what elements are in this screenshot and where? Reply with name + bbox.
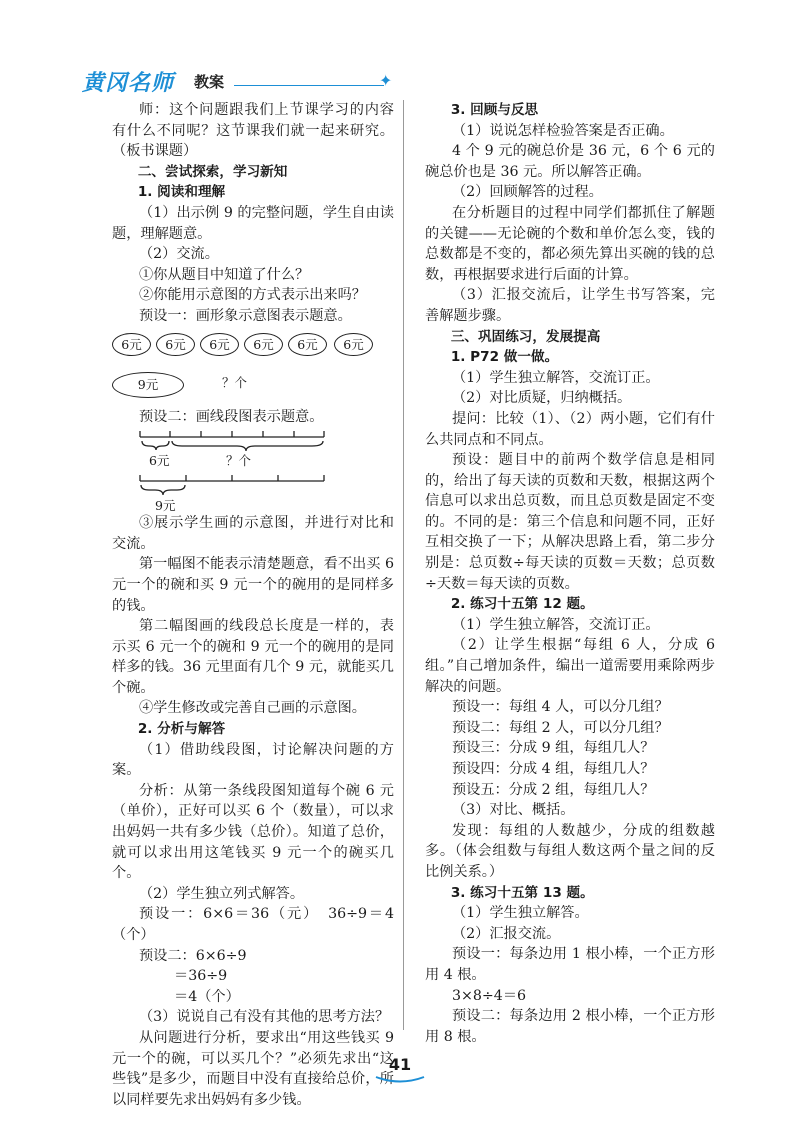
text-paragraph: （1）借助线段图，讨论解决问题的方案。 <box>112 741 394 779</box>
label-9yuan: 9元 <box>155 498 176 514</box>
left-column <box>112 100 394 1110</box>
header-tag: 教案 <box>194 73 225 91</box>
equation-line: 预设二：6×6÷9 <box>138 947 247 964</box>
brand-logo: 黄冈名师 <box>82 71 175 96</box>
text-paragraph: 师：这个问题跟我们上节课学习的内容有什么不同呢？这节课我们就一起来研究。（板书课题） <box>112 102 394 160</box>
subsection-heading: 2. 练习十五第 12 题。 <box>450 596 594 613</box>
text-paragraph: 从问题进行分析，要求出“用这些钱买 9 元一个的碗，可以买几个？”必须先求出“这些钱”是多少，而题目中没有直接给总价，所以同样要先求出妈妈有多少钱。 <box>112 1029 394 1108</box>
bowl-6yuan: 6元 <box>200 333 239 356</box>
page-number-swoosh <box>374 1074 426 1084</box>
text-paragraph: 提问：比较（1）、（2）两小题，它们有什么共同点和不同点。 <box>425 410 715 448</box>
bowl-6yuan: 6元 <box>288 333 327 356</box>
text-paragraph: （1）说说怎样检验答案是否正确。 <box>451 122 674 139</box>
text-paragraph: 预设一：每条边用 1 根小棒，一个正方形用 4 根。 <box>425 946 715 983</box>
bowl-6yuan: 6元 <box>334 333 373 356</box>
subsection-heading: 1. P72 做一做。 <box>450 349 559 366</box>
text-paragraph: 第一幅图不能表示清楚题意，看不出买 6 元一个的碗和买 9 元一个的碗用的是同样多的钱。 <box>112 556 394 614</box>
subsection-heading: 3. 回顾与反思 <box>450 102 539 118</box>
equation-line: ＝4（个） <box>174 988 240 1005</box>
text-paragraph: （2）汇报交流。 <box>451 925 561 942</box>
text-paragraph: ①你从题目中知道了什么？ <box>138 266 310 283</box>
text-paragraph: （1）学生独立解答。 <box>451 905 589 922</box>
text-paragraph: （2）学生独立列式解答。 <box>138 885 305 902</box>
text-paragraph: （3）对比、概括。 <box>451 802 575 819</box>
line-segment-diagram <box>112 427 394 513</box>
text-paragraph: ③展示学生画的示意图，并进行对比和交流。 <box>112 515 394 552</box>
bowl-6yuan: 6元 <box>244 333 283 356</box>
bowl-6yuan: 6元 <box>112 333 151 356</box>
sparkle-icon: ✦ <box>379 71 393 90</box>
text-paragraph: 预设二：每组 2 人，可以分几组？ <box>451 719 669 736</box>
section-heading: 二、尝试探索，学习新知 <box>137 163 288 180</box>
text-paragraph: （2）交流。 <box>138 246 219 263</box>
text-paragraph: 预设四：分成 4 组，每组几人？ <box>451 761 655 777</box>
column-divider <box>403 100 404 1030</box>
bowl-illustration <box>112 327 394 407</box>
text-paragraph: 第二幅图画的线段总长度是一样的，表示买 6 元一个的碗和 9 元一个的碗用的是同样多的钱。36 元里面有几个 9 元，就能买几个碗。 <box>112 618 394 696</box>
text-paragraph: 预设三：分成 9 组，每组几人？ <box>451 740 655 757</box>
text-paragraph: （2）对比质疑，归纳概括。 <box>451 390 632 407</box>
equation-line: ＝36÷9 <box>174 968 228 985</box>
bowl-9yuan: 9元 <box>112 372 184 398</box>
page-number: 41 <box>388 1055 412 1074</box>
equation-line: 3×8÷4＝6 <box>451 987 527 1004</box>
question-count-label: ？个 <box>226 453 252 469</box>
text-paragraph: 预设一：每组 4 人，可以分几组？ <box>451 699 669 716</box>
text-paragraph: 预设一：画形象示意图表示题意。 <box>138 307 352 324</box>
equation-line: 预设一：6×6＝36（元） 36÷9＝4（个） <box>112 906 394 943</box>
text-paragraph: 4 个 9 元的碗总价是 36 元，6 个 6 元的碗总价也是 36 元。所以解答正确。 <box>425 143 715 180</box>
text-paragraph: 发现：每组的人数越少，分成的组数越多。（体会组数与每组人数这两个量之间的反比例关系。） <box>425 822 715 880</box>
right-column <box>425 100 715 1047</box>
text-paragraph: 分析：从第一条线段图知道每个碗 6 元（单价），正好可以买 6 个（数量），可以求出妈妈一共有多少钱（总价）。知道了总价，就可以求出用这笔钱买 9 元一个的碗买几个。 <box>112 782 394 882</box>
text-paragraph: （3）汇报交流后，让学生书写答案，完善解题步骤。 <box>425 287 715 324</box>
text-paragraph: （3）说说自己有没有其他的思考方法？ <box>138 1009 390 1026</box>
subsection-heading: 3. 练习十五第 13 题。 <box>450 884 594 901</box>
header-rule <box>234 85 384 86</box>
text-paragraph: （1）学生独立解答，交流订正。 <box>451 616 660 633</box>
question-count-label: ？个 <box>222 374 248 390</box>
text-paragraph: （2）让学生根据“每组 6 人，分成 6 组。”自己增加条件，编出一道需要用乘除两步解决的问题。 <box>425 637 715 695</box>
text-paragraph: 预设：题目中的前两个数学信息是相同的，给出了每天读的页数和天数，根据这两个信息可以求出总页数，而且总页数是固定不变的。不同的是：第三个信息和问题不同，正好互相交换了一下；从解决思路上看，第二步分别是：总页数÷每天读的页数＝天数；总页数÷天数＝每天读的页数。 <box>425 452 715 592</box>
text-paragraph: 预设二：画线段图表示题意。 <box>138 408 324 425</box>
text-paragraph: ②你能用示意图的方式表示出来吗？ <box>138 287 366 304</box>
text-paragraph: （2）回顾解答的过程。 <box>451 184 603 201</box>
bowl-6yuan: 6元 <box>156 333 195 356</box>
subsection-heading: 1. 阅读和理解 <box>137 184 226 201</box>
text-paragraph: （1）学生独立解答，交流订正。 <box>451 369 660 386</box>
text-paragraph: （1）出示例 9 的完整问题，学生自由读题，理解题意。 <box>112 204 394 242</box>
label-6yuan: 6元 <box>149 453 170 469</box>
section-heading: 三、巩固练习，发展提高 <box>450 328 601 345</box>
text-paragraph: 预设五：分成 2 组，每组几人？ <box>451 781 655 798</box>
text-paragraph: 在分析题目的过程中同学们都抓住了解题的关键——无论碗的个数和单价怎么变，钱的总数都是不变的，都必须先算出买碗的钱的总数，再根据要求进行后面的计算。 <box>425 204 715 283</box>
text-paragraph: ④学生修改或完善自己画的示意图。 <box>138 700 366 717</box>
text-paragraph: 预设二：每条边用 2 根小棒，一个正方形用 8 根。 <box>425 1008 715 1045</box>
subsection-heading: 2. 分析与解答 <box>137 721 226 738</box>
